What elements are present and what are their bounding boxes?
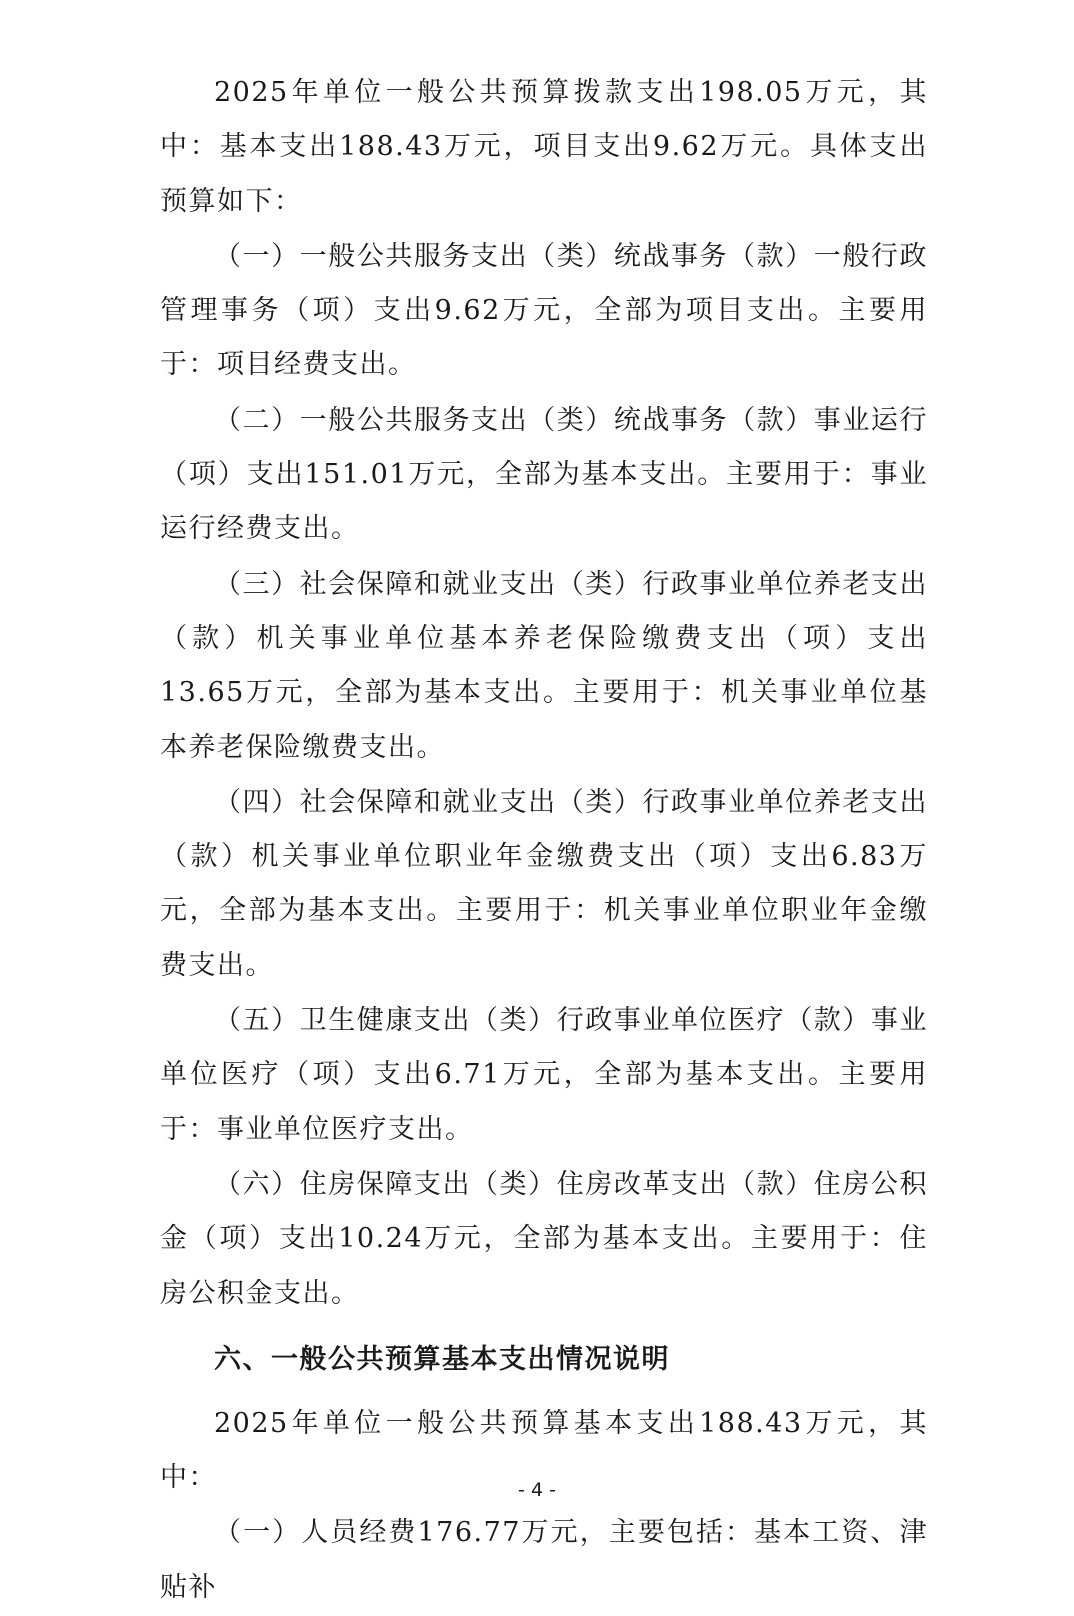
document-body [160,66,928,1616]
section-heading: 六、一般公共预算基本支出情况说明 [214,1343,670,1375]
paragraph-personnel-expenses: （一）人员经费176.77万元，主要包括：基本工资、津贴补 [160,1517,928,1603]
paragraph-item-2-operations: （二）一般公共服务支出（类）统战事务（款）事业运行（项）支出151.01万元，全部为基本支出。主要用于：事业运行经费支出。 [160,404,928,545]
paragraph-basic-expenditure-summary: 2025年单位一般公共预算基本支出188.43万元，其中： [160,1407,928,1494]
paragraph-item-3-pension-insurance: （三）社会保障和就业支出（类）行政事业单位养老支出（款）机关事业单位基本养老保险缴费支出（项）支出13.65万元，全部为基本支出。主要用于：机关事业单位基本养老保险缴费支出。 [160,568,928,763]
paragraph-item-5-medical: （五）卫生健康支出（类）行政事业单位医疗（款）事业单位医疗（项）支出6.71万元，全部为基本支出。主要用于：事业单位医疗支出。 [160,1005,928,1145]
paragraph-item-1-admin-affairs: （一）一般公共服务支出（类）统战事务（款）一般行政管理事务（项）支出9.62万元，全部为项目支出。主要用于：项目经费支出。 [160,240,928,381]
paragraph-item-4-occupational-annuity: （四）社会保障和就业支出（类）行政事业单位养老支出（款）机关事业单位职业年金缴费支出（项）支出6.83万元，全部为基本支出。主要用于：机关事业单位职业年金缴费支出。 [160,786,928,981]
paragraph-item-6-housing-fund: （六）住房保障支出（类）住房改革支出（款）住房公积金（项）支出10.24万元，全部为基本支出。主要用于：住房公积金支出。 [160,1168,928,1309]
page-number: - 4 - [518,1479,556,1501]
paragraph-budget-summary: 2025年单位一般公共预算拨款支出198.05万元，其中：基本支出188.43万元，项目支出9.62万元。具体支出预算如下： [160,77,928,217]
